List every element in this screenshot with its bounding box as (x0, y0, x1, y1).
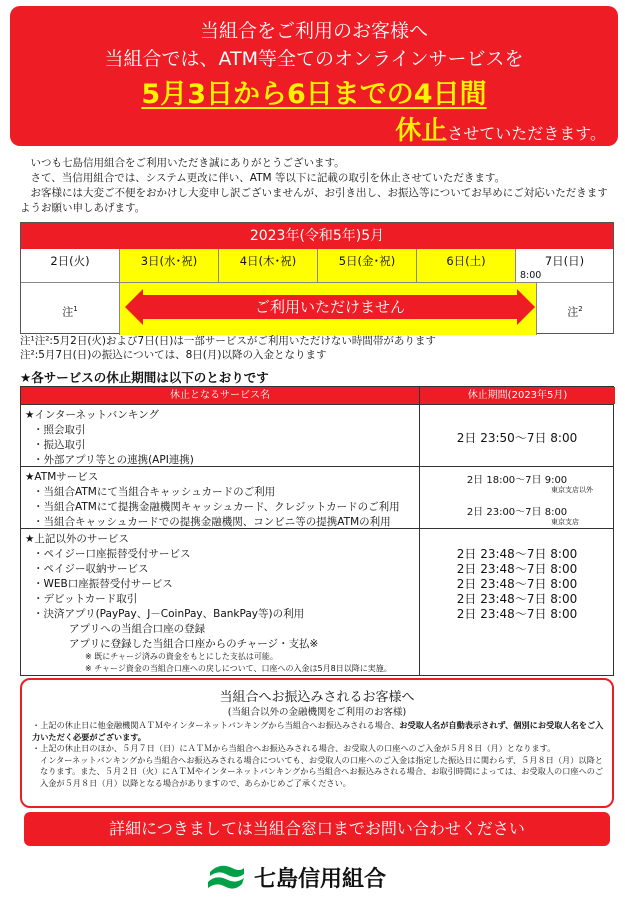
transfer-bullet-3: インターネットバンキングから当組合へお振込みされる場合についても、お受取人の口座へのご入金は指定した振込日に関わらず、５月８日（月）以降となります。また、５月２日（火）にＡＴＭやインターネットバンキングから当組合へお振込みされる場合、お取引時間によっては、お受取人の口座へのご入金が５月８日（月）以降となる場合がありますので、あらかじめご了承ください。 (40, 754, 604, 788)
intro-paragraph-2: さて、当信用組合では、システム更改に伴い、ATM 等以下に記載の取引を休止させていただきます。 (30, 172, 506, 184)
app-note-1: ※ 既にチャージ済みの資金をもとにした支払は可能。 (85, 652, 278, 661)
app-note-2: ※ チャージ資金の当組合口座への戻しについて、口座への入金は5月8日以降に実施。 (85, 664, 392, 673)
internet-period: 2日 23:50～7日 8:00 (456, 431, 578, 445)
other-item-4: ・デビットカード取引 (33, 593, 138, 605)
other-period-4: 2日 23:48～7日 8:00 (456, 592, 578, 606)
calendar-day-7-time: 8:00 (520, 270, 542, 281)
unavailable-arrow-text: ご利用いただけません (254, 298, 406, 316)
internet-item-3: ・外部アプリ等との連携(API連携) (33, 454, 194, 466)
calendar-note-2-cell: 注$^2$ (536, 283, 613, 335)
internet-banking-heading: ★インターネットバンキング (25, 409, 159, 421)
banner-suspend-line: 休止させていただきます。 (395, 116, 606, 146)
app-sub-1: アプリへの当組合口座の登録 (69, 623, 206, 635)
calendar-note-1-cell: 注$^1$ (21, 283, 120, 335)
transfer-notice (20, 678, 614, 808)
intro-text (20, 156, 610, 216)
other-item-2: ・ペイジー収納サービス (33, 563, 149, 575)
services-col-period: 休止期間(2023年5月) (420, 387, 615, 404)
internet-item-1: ・照会取引 (33, 424, 86, 436)
transfer-bullet-1: ・上記の休止日に他金融機関ＡＴＭやインターネットバンキングから当組合へお振込みされる場合、お受取人名が自動表示されず、個別にお受取人名をご入力いただく必要がございます。 (32, 720, 604, 742)
banner-greeting: 当組合をご利用のお客様へ (199, 20, 428, 42)
calendar-day-2: 2日(火) (21, 249, 120, 283)
atm-branch-2: 東京支店 (551, 518, 579, 526)
intro-paragraph-3: お客様には大変ご不便をおかけし大変申し訳ございませんが、お引き出し、お振込等についてお早めにご対応いただきますようお願い申しあげます。 (20, 187, 608, 214)
shichito-logo (206, 860, 426, 894)
other-period-1: 2日 23:48～7日 8:00 (456, 547, 578, 561)
services-title: ★各サービスの休止期間は以下のとおりです (20, 370, 269, 385)
atm-item-3: ・当組合キャッシュカードでの提携金融機関、コンビニ等の提携ATMの利用 (33, 516, 391, 528)
banner-service-line: 当組合では、ATM等全てのオンラインサービスを (104, 48, 524, 70)
other-item-5: ・決済アプリ(PayPay、J－CoinPay、BankPay等)の利用 (33, 608, 305, 620)
calendar-day-7: 7日(日) 8:00 (516, 249, 613, 283)
transfer-body (32, 720, 606, 789)
notice-banner (10, 6, 618, 146)
services-col-service: 休止となるサービス名 (21, 387, 419, 404)
org-name: 七島信用組合 (254, 867, 387, 892)
services-table (20, 386, 614, 676)
transfer-subtitle: (当組合以外の金融機関をご利用のお客様) (227, 707, 407, 718)
transfer-bullet-2: ・上記の休止日のほか、５月７日（日）にＡＴＭから当組合へお振込みされる場合、お受取人の口座へのご入金が５月８日（月）となります。 (32, 743, 556, 753)
calendar-notes (20, 334, 436, 362)
calendar-header: 2023年(令和5年)5月 (21, 223, 613, 249)
other-item-1: ・ペイジー口座振替受付サービス (33, 548, 191, 560)
other-period-3: 2日 23:48～7日 8:00 (456, 577, 578, 591)
calendar-note-1: 注¹注²:5月2日(火)および7日(日)は一部サービスがご利用いただけない時間帯があります (20, 335, 436, 347)
calendar-day-3: 3日(水･祝) (120, 249, 219, 283)
calendar-day-4: 4日(木･祝) (219, 249, 318, 283)
contact-bar: 詳細につきましては当組合窓口までお問い合わせください (24, 812, 610, 846)
wave-s-logo-icon (206, 862, 246, 892)
suspension-calendar (20, 222, 614, 334)
atm-item-1: ・当組合ATMにて当組合キャッシュカードのご利用 (33, 486, 276, 498)
calendar-day-6: 6日(土) (417, 249, 516, 283)
atm-period-2: 2日 23:00～7日 8:00 (466, 507, 568, 518)
other-heading: ★上記以外のサービス (25, 533, 129, 545)
other-period-5: 2日 23:48～7日 8:00 (456, 607, 578, 621)
other-item-3: ・WEB口座振替受付サービス (33, 578, 173, 590)
atm-period-1: 2日 18:00～7日 9:00 (466, 475, 568, 486)
atm-item-2: ・当組合ATMにて提携金融機関キャッシュカード、クレジットカードのご利用 (33, 501, 400, 513)
calendar-day-5: 5日(金･祝) (318, 249, 417, 283)
calendar-note-2: 注²:5月7日(日)の振込については、8日(月)以降の入金となります (20, 349, 327, 361)
other-period-2: 2日 23:48～7日 8:00 (456, 562, 578, 576)
atm-branch-1: 東京支店以外 (551, 486, 593, 494)
atm-heading: ★ATMサービス (25, 471, 99, 483)
unavailable-arrow (125, 287, 535, 327)
intro-paragraph-1: いつも七島信用組合をご利用いただき誠にありがとうございます。 (30, 157, 345, 169)
internet-item-2: ・振込取引 (33, 439, 86, 451)
transfer-title: 当組合へお振込みされるお客様へ (219, 690, 415, 705)
app-sub-2: アプリに登録した当組合口座からのチャージ・支払※ (69, 638, 319, 650)
banner-date-range: 5月3日から6日までの4日間 (141, 79, 487, 110)
